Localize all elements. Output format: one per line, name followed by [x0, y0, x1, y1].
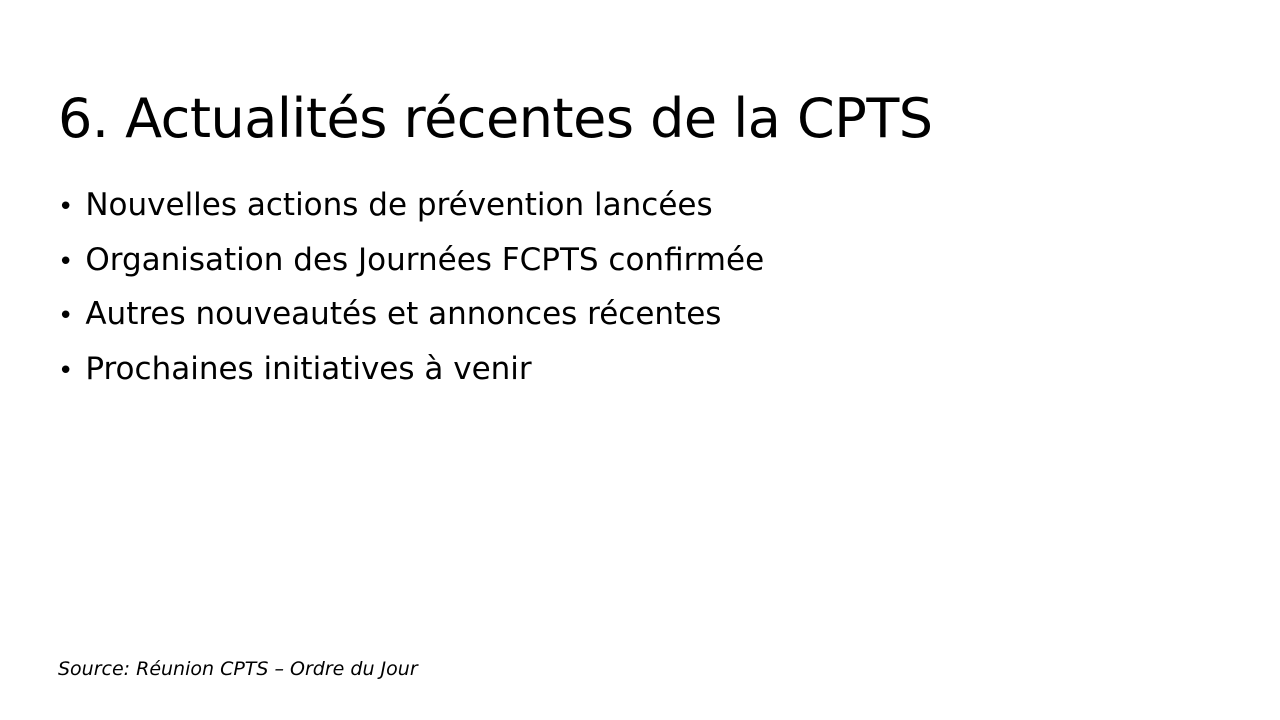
source-note: Source: Réunion CPTS – Ordre du Jour [58, 658, 418, 680]
bullet-icon: • [58, 355, 74, 386]
bullet-text: Autres nouveautés et annonces récentes [85, 296, 722, 332]
list-item [58, 287, 764, 342]
bullet-icon: • [58, 192, 74, 222]
list-item [58, 233, 764, 288]
bullet-text: Organisation des Journées FCPTS confirmée [85, 241, 765, 278]
bullet-icon: • [58, 246, 74, 277]
slide-title: 6. Actualités récentes de la CPTS [58, 87, 933, 151]
bullet-text: Prochaines initiatives à venir [85, 350, 532, 387]
bullet-list [58, 178, 764, 396]
list-item [58, 178, 764, 233]
bullet-icon: • [58, 301, 74, 331]
bullet-text: Nouvelles actions de prévention lancées [85, 187, 713, 223]
list-item [58, 342, 764, 397]
